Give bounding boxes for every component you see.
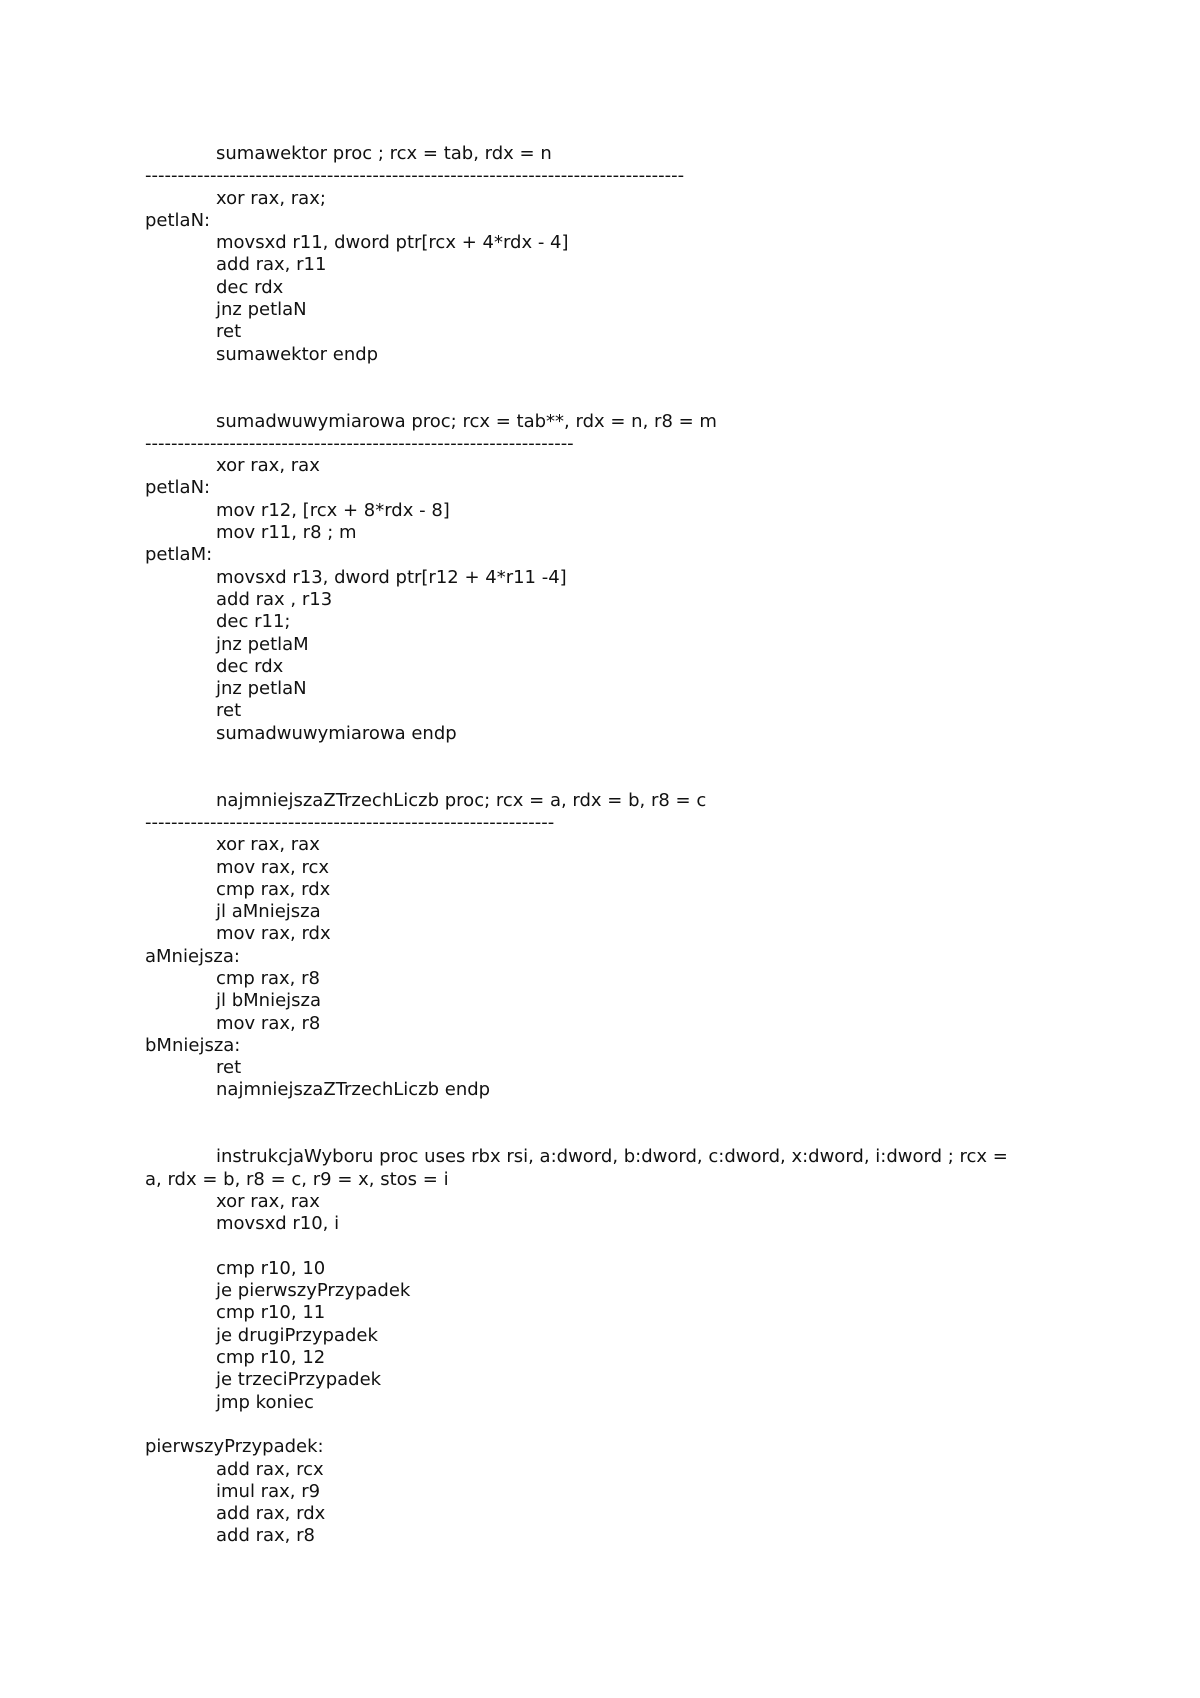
code-line: ret [216,700,242,722]
code-line: je drugiPrzypadek [216,1324,378,1346]
code-line: je pierwszyPrzypadek [216,1280,411,1302]
code-line: sumadwuwymiarowa endp [216,722,457,744]
code-line: sumawektor proc ; rcx = tab, rdx = n [216,143,552,164]
blank-line [145,1124,1065,1146]
code-section [145,790,1065,1147]
code-line: mov rax, rdx [216,923,331,945]
blank-line [145,767,1065,789]
code-line: jnz petlaN [216,678,307,700]
code-line: movsxd r10, i [216,1213,340,1235]
code-line: mov r12, [rcx + 8*rdx - 8] [216,499,450,521]
code-section [145,411,1065,790]
code-line: je trzeciPrzypadek [216,1369,382,1391]
code-line: xor rax, rax [216,834,320,856]
blank-line [145,1414,1065,1436]
code-line: cmp rax, r8 [216,967,320,989]
blank-line [145,366,1065,388]
code-line: ret [216,1057,242,1079]
code-line: add rax, rdx [216,1503,326,1525]
code-line: mov rax, rcx [216,856,330,878]
code-line: instrukcjaWyboru proc uses rbx rsi, a:dword, b:dword, c:dword, x:dword, i:dword ; rcx = [216,1146,1008,1168]
code-line: najmniejszaZTrzechLiczb endp [216,1079,491,1101]
separator-rule: --------------------------------------------------------------- [145,811,555,833]
code-line: add rax, rcx [216,1458,324,1480]
code-line: cmp r10, 11 [216,1302,326,1324]
code-line: cmp r10, 10 [216,1257,326,1279]
code-line: add rax , r13 [216,588,333,610]
code-line: dec rdx [216,655,284,677]
code-line: imul rax, r9 [216,1480,321,1502]
code-line: add rax, r11 [216,254,327,276]
code-line: movsxd r13, dword ptr[r12 + 4*r11 -4] [216,566,567,588]
code-line: jnz petlaM [216,633,309,655]
code-listing [145,143,1065,1548]
blank-line [145,388,1065,410]
code-line: mov r11, r8 ; m [216,522,357,544]
code-line: dec r11; [216,611,291,633]
code-label-line: petlaM: [145,544,213,566]
code-line: xor rax, rax [216,455,320,477]
code-line: xor rax, rax [216,1190,320,1212]
code-line: sumadwuwymiarowa proc; rcx = tab**, rdx = n, r8 = m [216,410,717,432]
code-line: sumawektor endp [216,343,379,365]
separator-rule: ----------------------------------------------------------------------------------- [145,165,685,187]
code-line: jmp koniec [216,1391,314,1413]
blank-line [145,745,1065,767]
code-label-line: aMniejsza: [145,945,240,967]
code-line: ret [216,321,242,343]
code-line: cmp r10, 12 [216,1347,326,1369]
code-line: najmniejszaZTrzechLiczb proc; rcx = a, rdx = b, r8 = c [216,789,707,811]
code-line: movsxd r11, dword ptr[rcx + 4*rdx - 4] [216,232,569,254]
code-line: dec rdx [216,276,284,298]
code-label-line: petlaN: [145,209,211,231]
code-section [145,1146,1065,1547]
code-line: cmp rax, rdx [216,878,331,900]
code-line: xor rax, rax; [216,187,326,209]
code-line: jl bMniejsza [216,990,322,1012]
blank-line [145,1102,1065,1124]
code-line: jl aMniejsza [216,901,321,923]
code-section [145,143,1065,411]
blank-line [145,1236,1065,1258]
code-label-line: a, rdx = b, r8 = c, r9 = x, stos = i [145,1168,449,1190]
code-label-line: bMniejsza: [145,1034,241,1056]
code-line: mov rax, r8 [216,1012,321,1034]
code-line: jnz petlaN [216,299,307,321]
code-line: add rax, r8 [216,1525,315,1547]
code-label-line: petlaN: [145,477,211,499]
separator-rule: ------------------------------------------------------------------ [145,432,574,454]
code-label-line: pierwszyPrzypadek: [145,1436,324,1458]
